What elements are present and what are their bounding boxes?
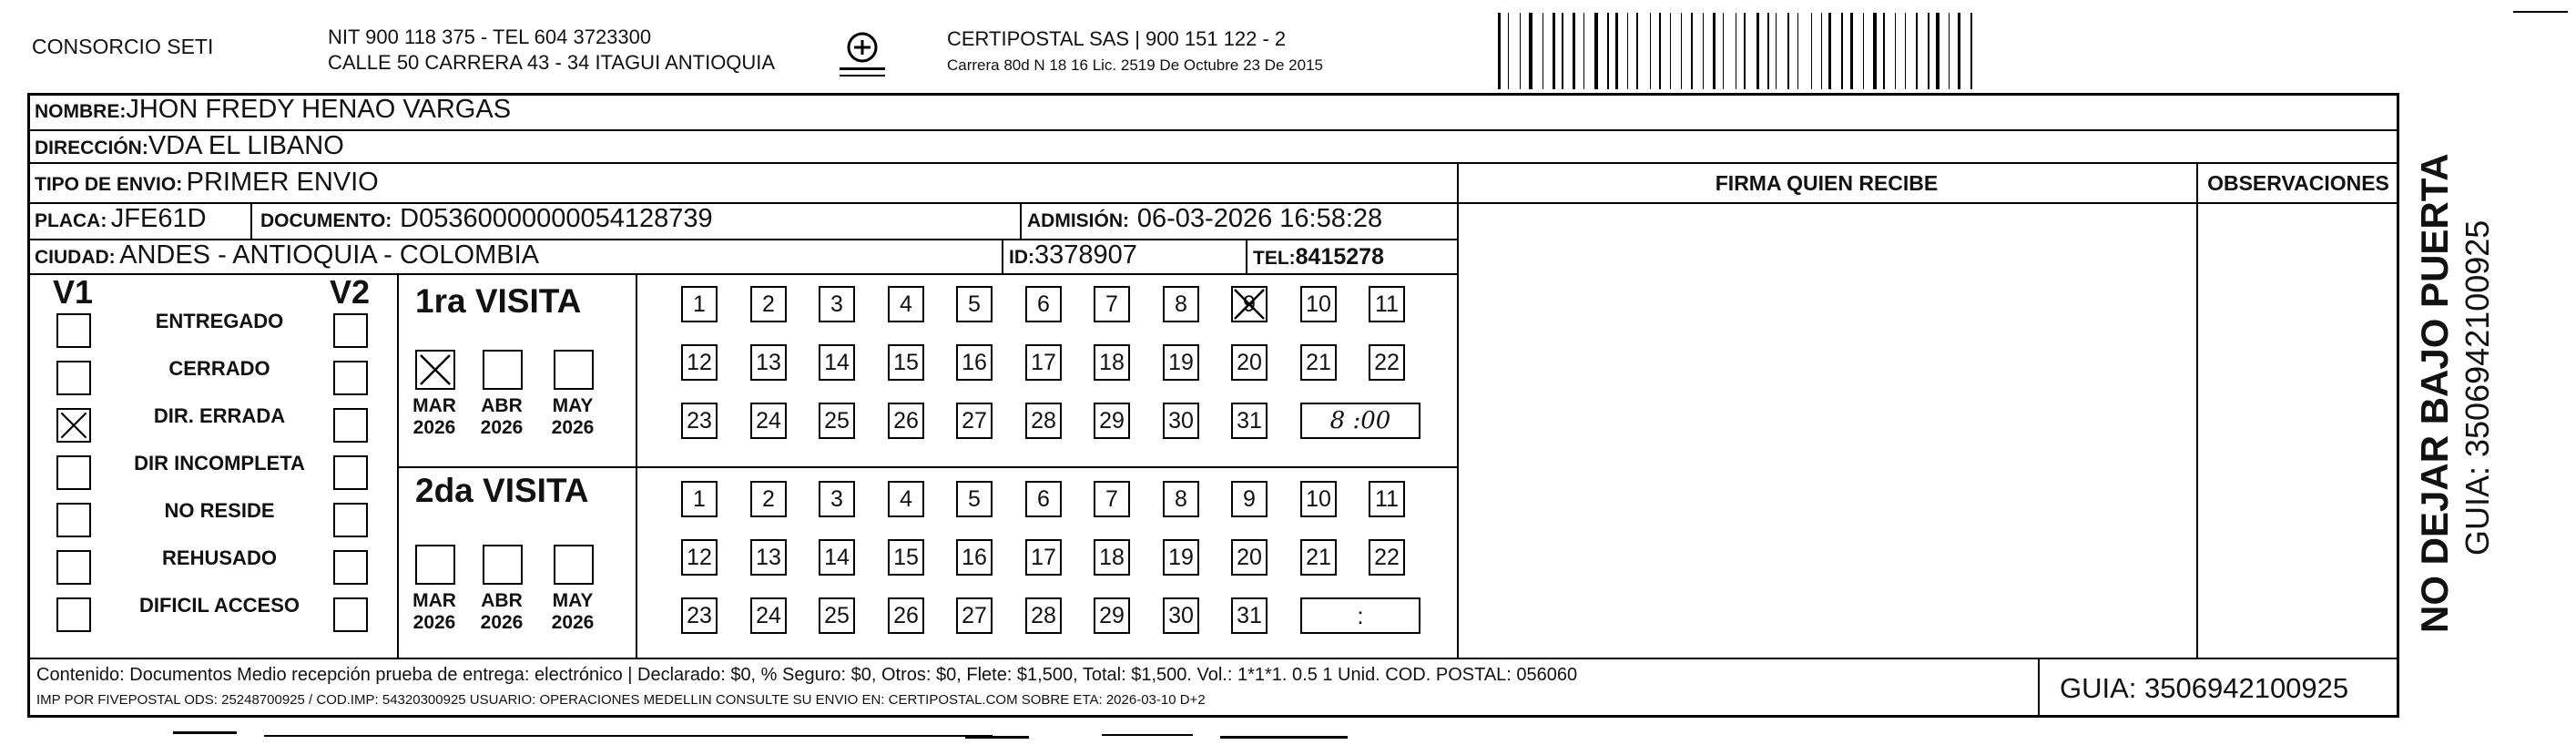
tel-value: 8415278: [1295, 244, 1384, 270]
day-box[interactable]: 23: [681, 403, 718, 439]
cut-mark: [1220, 736, 1348, 739]
day-box[interactable]: 15: [888, 344, 924, 381]
day-box[interactable]: 18: [1094, 539, 1130, 576]
direccion-row: DIRECCIÓN:VDA EL LIBANO: [35, 131, 344, 160]
month-checkbox-may[interactable]: [554, 350, 594, 390]
day-box[interactable]: 17: [1025, 539, 1062, 576]
certipostal-logo: [836, 27, 889, 82]
day-box[interactable]: 20: [1231, 344, 1268, 381]
carrier-line: CERTIPOSTAL SAS | 900 151 122 - 2: [947, 27, 1287, 50]
day-box[interactable]: 25: [819, 597, 855, 634]
admision-cell: ADMISIÓN: 06-03-2026 16:58:28: [1027, 204, 1383, 233]
v1-checkbox[interactable]: [56, 550, 91, 585]
tipo-envio-value: PRIMER ENVIO: [186, 168, 379, 197]
day-box[interactable]: 1: [681, 286, 718, 322]
day-box[interactable]: 13: [750, 539, 787, 576]
placa-value: JFE61D: [110, 204, 207, 233]
observaciones-area[interactable]: [2200, 204, 2397, 656]
day-box[interactable]: 17: [1025, 344, 1062, 381]
v2-checkbox[interactable]: [333, 597, 368, 632]
month-checkbox-abr[interactable]: [483, 545, 523, 585]
day-box[interactable]: 8: [1163, 286, 1199, 322]
time-box[interactable]: :: [1300, 597, 1420, 634]
firma-area[interactable]: [1461, 204, 2194, 656]
reason-label: DIR. ERRADA: [153, 404, 286, 427]
day-box[interactable]: 21: [1300, 539, 1337, 576]
day-box[interactable]: 15: [888, 539, 924, 576]
month-label: MAR 2026: [412, 395, 456, 438]
day-box[interactable]: 26: [888, 403, 924, 439]
day-box[interactable]: 4: [888, 286, 924, 322]
nombre-value: JHON FREDY HENAO VARGAS: [126, 95, 512, 124]
day-box[interactable]: 31: [1231, 403, 1268, 439]
day-box[interactable]: 9: [1231, 481, 1268, 517]
id-value: 3378907: [1034, 240, 1137, 270]
month-checkbox-may[interactable]: [554, 545, 594, 585]
visit2-title: 2da VISITA: [415, 472, 589, 509]
nit-line: NIT 900 118 375 - TEL 604 3723300: [328, 26, 652, 48]
day-box[interactable]: 22: [1369, 344, 1405, 381]
day-box[interactable]: 11: [1369, 286, 1405, 322]
day-box[interactable]: 30: [1163, 403, 1199, 439]
company-name: CONSORCIO SETI: [32, 35, 214, 58]
day-box[interactable]: 8: [1163, 481, 1199, 517]
month-checkbox-abr[interactable]: [483, 350, 523, 390]
month-label: ABR 2026: [480, 590, 524, 633]
day-box[interactable]: 25: [819, 403, 855, 439]
day-box[interactable]: 9: [1231, 286, 1268, 322]
v2-checkbox[interactable]: [333, 550, 368, 585]
v1-checkbox[interactable]: [56, 597, 91, 632]
day-box[interactable]: 26: [888, 597, 924, 634]
observaciones-label: OBSERVACIONES: [2207, 171, 2389, 195]
day-box[interactable]: 6: [1025, 286, 1062, 322]
month-checkbox-mar[interactable]: [415, 350, 455, 390]
day-box[interactable]: 10: [1300, 286, 1337, 322]
tel-cell: TEL:8415278: [1253, 244, 1384, 270]
day-box[interactable]: 28: [1025, 597, 1062, 634]
day-box[interactable]: 19: [1163, 344, 1199, 381]
day-box[interactable]: 31: [1231, 597, 1268, 634]
placa-cell: PLACA: JFE61D: [35, 204, 207, 233]
v2-checkbox[interactable]: [333, 408, 368, 443]
v1-checkbox[interactable]: [56, 455, 91, 490]
side-guia: GUIA: 3506942100925: [2459, 219, 2496, 556]
v2-label: V2: [330, 273, 371, 311]
license-line: Carrera 80d N 18 16 Lic. 2519 De Octubre 23 De 2015: [947, 56, 1323, 74]
tipo-envio-row: TIPO DE ENVIO: PRIMER ENVIO: [35, 168, 379, 197]
day-box[interactable]: 29: [1094, 597, 1130, 634]
v2-checkbox[interactable]: [333, 455, 368, 490]
v2-checkbox[interactable]: [333, 361, 368, 395]
imp-text: IMP POR FIVEPOSTAL ODS: 25248700925 / COD.IMP: 54320300925 USUARIO: OPERACIONES MEDELLIN CONSULTE SU ENVIO EN: CERTIPOSTAL.COM SOBRE ETA: 2026-03-10 D+2: [36, 692, 1206, 708]
documento-cell: DOCUMENTO: D05360000000054128739: [260, 204, 713, 233]
month-label: MAR 2026: [412, 590, 456, 633]
no-dejar-bajo-puerta: NO DEJAR BAJO PUERTA: [2413, 153, 2456, 633]
ciudad-cell: CIUDAD: ANDES - ANTIOQUIA - COLOMBIA: [35, 240, 539, 270]
day-box[interactable]: 4: [888, 481, 924, 517]
day-box[interactable]: 18: [1094, 344, 1130, 381]
direccion-value: VDA EL LIBANO: [148, 131, 344, 160]
cut-mark: [173, 731, 237, 734]
day-box[interactable]: 12: [681, 539, 718, 576]
day-box[interactable]: 3: [819, 286, 855, 322]
day-box[interactable]: 22: [1369, 539, 1405, 576]
day-box[interactable]: 14: [819, 539, 855, 576]
v1-checkbox[interactable]: [56, 503, 91, 537]
cut-mark: [1102, 734, 1193, 736]
day-box[interactable]: 2: [750, 286, 787, 322]
day-box[interactable]: 3: [819, 481, 855, 517]
v1-label: V1: [53, 273, 94, 311]
month-label: MAY 2026: [551, 395, 595, 438]
day-box[interactable]: 11: [1369, 481, 1405, 517]
firma-label: FIRMA QUIEN RECIBE: [1715, 171, 1939, 195]
day-box[interactable]: 13: [750, 344, 787, 381]
time-box[interactable]: 8 :00: [1300, 403, 1420, 439]
day-box[interactable]: 20: [1231, 539, 1268, 576]
reason-label: ENTREGADO: [155, 310, 284, 332]
day-box[interactable]: 30: [1163, 597, 1199, 634]
day-box[interactable]: 16: [956, 344, 993, 381]
v1-checkbox[interactable]: [56, 408, 91, 443]
v1-checkbox[interactable]: [56, 361, 91, 395]
day-box[interactable]: 16: [956, 539, 993, 576]
day-box[interactable]: 2: [750, 481, 787, 517]
day-box[interactable]: 21: [1300, 344, 1337, 381]
nombre-row: NOMBRE:JHON FREDY HENAO VARGAS: [35, 95, 512, 124]
admision-value: 06-03-2026 16:58:28: [1136, 204, 1383, 233]
address-line: CALLE 50 CARRERA 43 - 34 ITAGUI ANTIOQUIA: [328, 51, 776, 74]
reason-label: CERRADO: [168, 357, 270, 380]
ciudad-value: ANDES - ANTIOQUIA - COLOMBIA: [119, 240, 539, 270]
day-box[interactable]: 5: [956, 481, 993, 517]
day-box[interactable]: 24: [750, 403, 787, 439]
day-box[interactable]: 19: [1163, 539, 1199, 576]
v2-checkbox[interactable]: [333, 503, 368, 537]
day-box[interactable]: 6: [1025, 481, 1062, 517]
cut-mark: [965, 736, 1029, 739]
day-box[interactable]: 29: [1094, 403, 1130, 439]
barcode: [1498, 13, 2226, 89]
day-box[interactable]: 12: [681, 344, 718, 381]
reason-label: DIR INCOMPLETA: [134, 452, 305, 475]
reason-label: DIFICIL ACCESO: [138, 594, 300, 617]
day-box[interactable]: 28: [1025, 403, 1062, 439]
day-box[interactable]: 23: [681, 597, 718, 634]
day-box[interactable]: 5: [956, 286, 993, 322]
v2-checkbox[interactable]: [333, 313, 368, 348]
cut-mark: [2513, 11, 2568, 13]
day-box[interactable]: 24: [750, 597, 787, 634]
reason-label: REHUSADO: [162, 546, 277, 569]
reason-label: NO RESIDE: [164, 499, 275, 522]
contenido-text: Contenido: Documentos Medio recepción prueba de entrega: electrónico | Declarado: $0, % Seguro: $0, Otros: $0, Flete: $1,500, Total: $1,500. Vol.: 1*1*1. 0.5 1 Unid. COD. POSTAL: 056060: [36, 665, 1578, 685]
day-box[interactable]: 27: [956, 597, 993, 634]
day-box[interactable]: 14: [819, 344, 855, 381]
day-box[interactable]: 27: [956, 403, 993, 439]
day-box[interactable]: 7: [1094, 481, 1130, 517]
day-box[interactable]: 7: [1094, 286, 1130, 322]
day-box[interactable]: 10: [1300, 481, 1337, 517]
month-checkbox-mar[interactable]: [415, 545, 455, 585]
month-label: ABR 2026: [480, 395, 524, 438]
day-box[interactable]: 1: [681, 481, 718, 517]
visit1-title: 1ra VISITA: [415, 282, 582, 320]
month-label: MAY 2026: [551, 590, 595, 633]
v1-checkbox[interactable]: [56, 313, 91, 348]
footer-guia: GUIA: 3506942100925: [2060, 672, 2349, 704]
id-cell: ID:3378907: [1009, 240, 1137, 270]
documento-value: D05360000000054128739: [400, 204, 713, 233]
cut-mark: [264, 735, 993, 737]
